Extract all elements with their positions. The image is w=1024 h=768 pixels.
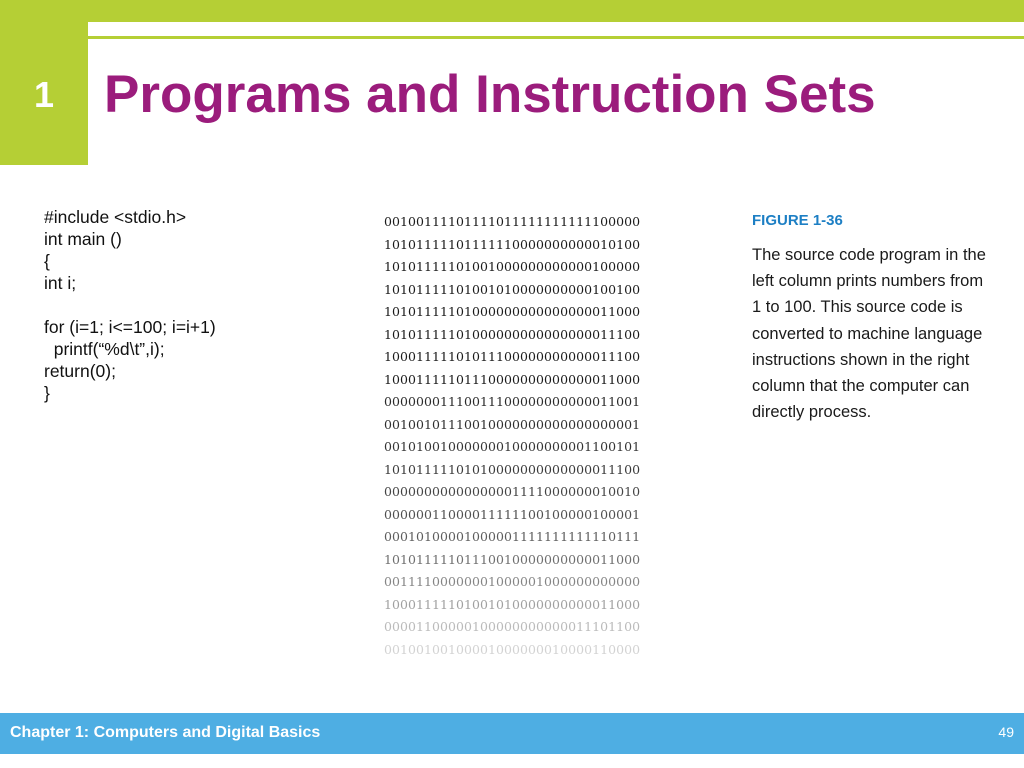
source-code-listing: #include <stdio.h> int main () { int i; for (i=1; i<=100; i=i+1) printf(“%d\t”,i); return(0); }	[44, 207, 216, 403]
binary-line: 10001111101011100000000000011100	[384, 349, 641, 364]
binary-line: 00010100001000001111111111110111	[384, 529, 641, 544]
chapter-badge	[0, 22, 88, 165]
binary-line: 00111100000001000001000000000000	[384, 574, 641, 589]
caption-line: instructions shown in the right	[752, 350, 970, 369]
binary-line: 10101111101000000000000000011100	[384, 326, 641, 342]
machine-code-listing	[384, 211, 640, 661]
caption-line: 1 to 100. This source code is	[752, 298, 963, 317]
binary-line: 10101111101001000000000000100000	[384, 259, 641, 274]
caption-line: left column prints numbers from	[752, 272, 984, 291]
binary-line: 00001100000100000000000011101100	[384, 619, 641, 634]
chapter-number: 1	[33, 74, 55, 115]
caption-line: directly process.	[752, 403, 872, 422]
footer-bar	[0, 713, 1024, 754]
binary-line: 00101001000000010000000001100101	[384, 439, 641, 454]
binary-line: 00000011000011111100100000100001	[384, 506, 641, 522]
binary-line: 00100111101111011111111111100000	[384, 214, 641, 229]
binary-line: 10101111101000000000000000011000	[384, 304, 641, 319]
binary-line: 00000001110011100000000000011001	[384, 394, 641, 409]
binary-line: 00000000000000001111000000010010	[384, 484, 641, 499]
page-number: 49	[998, 724, 1014, 740]
binary-line: 10101111101110010000000000011000	[384, 551, 641, 567]
top-accent-bar	[0, 0, 1024, 22]
binary-line: 10101111101001010000000000100100	[384, 281, 641, 297]
slide-title: Programs and Instruction Sets	[104, 65, 876, 124]
title-divider-line	[88, 36, 1024, 39]
binary-line: 10001111101001010000000000011000	[384, 596, 641, 612]
binary-line: 00100101110010000000000000000001	[384, 416, 641, 432]
figure-caption	[752, 242, 1024, 425]
binary-line: 10101111101010000000000000011100	[384, 461, 641, 477]
caption-line: The source code program in the	[752, 246, 986, 264]
figure-label: FIGURE 1-36	[752, 212, 843, 229]
footer-chapter-title: Chapter 1: Computers and Digital Basics	[10, 724, 321, 741]
binary-line: 00100100100001000000010000110000	[384, 641, 641, 657]
caption-line: column that the computer can	[752, 377, 970, 396]
caption-line: converted to machine language	[752, 324, 983, 343]
binary-line: 10101111101111110000000000010100	[384, 236, 641, 252]
binary-line: 10001111101110000000000000011000	[384, 371, 641, 387]
